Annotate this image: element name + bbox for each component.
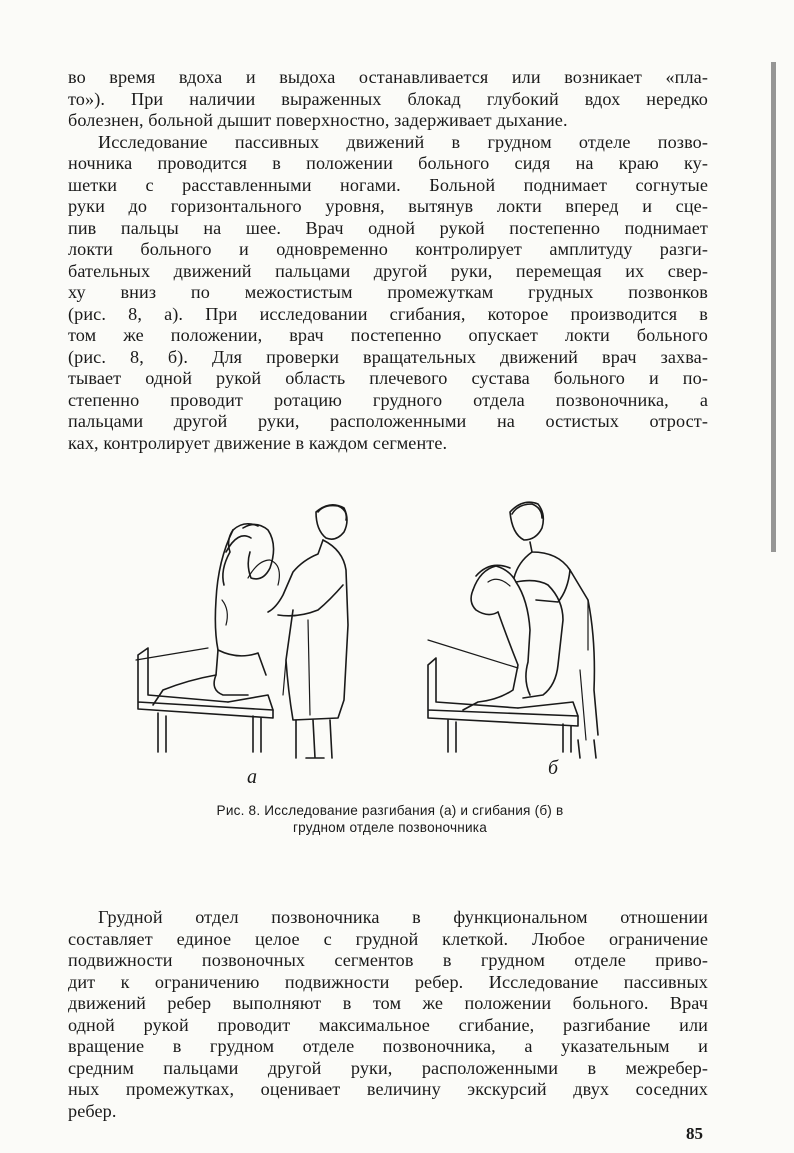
illustration-flexion (428, 502, 598, 758)
text-line: ребер. (68, 1100, 117, 1121)
paragraph-top (68, 67, 708, 454)
paragraph-bottom (68, 907, 708, 1122)
text-line: степенно проводит ротацию грудного отдела позвоночника, а (68, 389, 708, 410)
text-line: бательных движений пальцами другой руки, перемещая их свер- (68, 260, 708, 281)
text-line: руки до горизонтального уровня, вытянув локти вперед и сце- (68, 196, 708, 216)
text-line: Исследование пассивных движений в грудном отделе позво- (98, 131, 708, 152)
text-line: пив пальцы на шее. Врач одной рукой постепенно поднимает (68, 217, 708, 238)
text-line: составляет единое целое с грудной клеткой. Любое ограничение (68, 928, 708, 949)
text-line: подвижности позвоночных сегментов в грудном отделе приво- (68, 950, 708, 970)
text-line: том же положении, врач постепенно опускает локти больного (68, 325, 708, 345)
text-line: ху вниз по межостистым промежуткам грудных позвонков (68, 282, 708, 302)
text-line: болезнен, больной дышит поверхностно, задерживает дыхание. (68, 110, 568, 130)
text-line: ных промежутках, оценивает величину экскурсий двух соседних (68, 1079, 708, 1099)
figure-label-a: а (247, 766, 257, 788)
text-line: пальцами другой руки, расположенными на остистых отрост- (68, 411, 708, 431)
text-line: дит к ограничению подвижности ребер. Исследование пассивных (68, 971, 708, 992)
figure-caption (140, 802, 640, 836)
caption-line: грудном отделе позвоночника (293, 820, 487, 835)
text-line: локти больного и одновременно контролирует амплитуду разги- (68, 239, 708, 259)
text-line: средним пальцами другой руки, расположенными в межребер- (68, 1057, 708, 1078)
figure-illustration (118, 490, 638, 790)
figure-label-b: б (548, 757, 559, 779)
text-line: вращение в грудном отделе позвоночника, а указательным и (68, 1036, 708, 1056)
text-line: шетки с расставленными ногами. Больной поднимает согнутые (68, 174, 708, 195)
text-line: тывает одной рукой область плечевого сустава больного и по- (68, 368, 708, 388)
text-line: Грудной отдел позвоночника в функциональном отношении (98, 907, 708, 927)
text-line: то»). При наличии выраженных блокад глубокий вдох нередко (68, 88, 708, 109)
text-line: ках, контролирует движение в каждом сегменте. (68, 432, 448, 453)
caption-line: Рис. 8. Исследование разгибания (а) и сгибания (б) в (216, 803, 564, 818)
text-line: (рис. 8, б). Для проверки вращательных движений врач захва- (68, 346, 708, 367)
text-line: ночника проводится в положении больного сидя на краю ку- (68, 153, 708, 173)
text-line: движений ребер выполняют в том же положении больного. Врач (68, 993, 708, 1013)
text-line: одной рукой проводит максимальное сгибание, разгибание или (68, 1014, 708, 1035)
page-number: 85 (686, 1124, 703, 1143)
text-line: во время вдоха и выдоха останавливается или возникает «пла- (68, 67, 708, 87)
illustration-extension (136, 505, 348, 758)
text-line: (рис. 8, а). При исследовании сгибания, которое производится в (68, 303, 708, 324)
scan-margin-mark (771, 62, 776, 552)
